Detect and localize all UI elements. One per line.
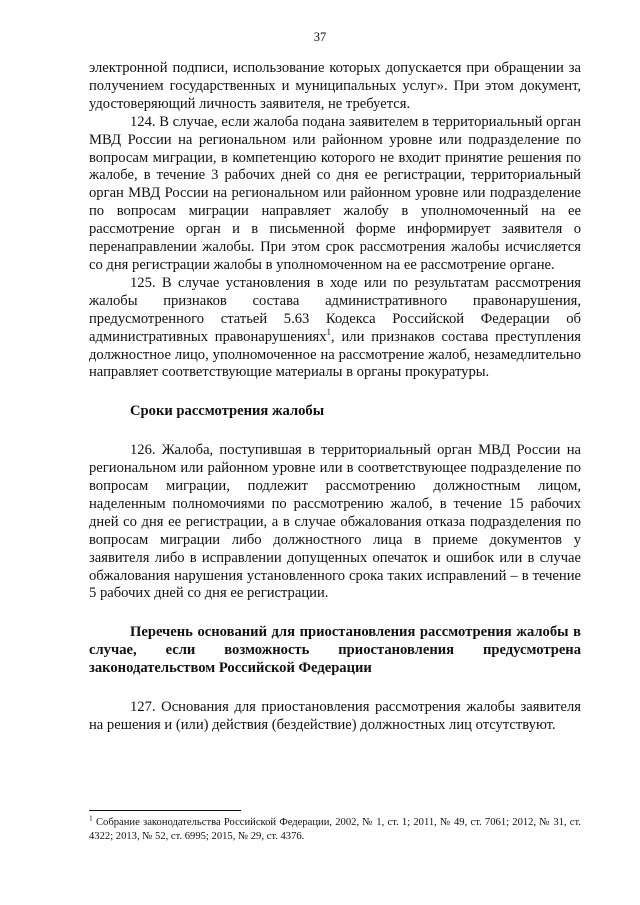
paragraph-continuation: электронной подписи, использование которых допускается при обращении за получением государственных и муниципальных услуг». При этом документ, удостоверяющий личность заявителя, не требуется. xyxy=(89,60,581,112)
footnote-separator xyxy=(89,810,241,811)
paragraph-125-part-a: 125. В случае установления в ходе или по результатам рассмотрения жалобы признаков состава административного правонарушения, предусмотренного статьей 5.63 Кодекса Российской Федерации об административных правонарушениях xyxy=(89,274,581,345)
footnote-marker: 1 xyxy=(89,813,93,823)
paragraph-124: 124. В случае, если жалоба подана заявителем в территориальный орган МВД России на региональном или районном уровне или подразделение по вопросам миграции, в компетенцию которого не входит принятие решения по жалобе, в течение 3 рабочих дней со дня ее регистрации, территориальный орган МВД России на региональном или районном уровне или подразделение по вопросам миграции направляет жалобу в уполномоченный на ее рассмотрение орган и в письменной форме информирует заявителя о перенаправлении жалобы. При этом срок рассмотрения жалобы исчисляется со дня регистрации жалобы в уполномоченном на ее рассмотрение органе. xyxy=(89,113,581,273)
section-heading-suspension-text: Перечень оснований для приостановления рассмотрения жалобы в случае, если возможность приостановления предусмотрена законодательством Российской Федерации xyxy=(89,624,581,677)
section-heading-deadlines: Сроки рассмотрения жалобы xyxy=(130,403,325,420)
paragraph-125 xyxy=(89,275,581,382)
paragraph-126: 126. Жалоба, поступившая в территориальный орган МВД России на региональном или районном уровне или в соответствующее подразделение по вопросам миграции, подлежит рассмотрению должностным лицом, наделенным полномочиями по рассмотрению жалоб, в течение 15 рабочих дней со дня ее регистрации, а в случае обжалования отказа подразделения по вопросам миграции либо должностного лица в приеме документов у заявителя либо в исправлении допущенных опечаток и ошибок или в случае обжалования нарушения установленного срока таких исправлений – в течение 5 рабочих дней со дня ее регистрации. xyxy=(89,442,581,602)
paragraph-125-part-b: , или признаков состава преступления должностное лицо, уполномоченное на рассмотрение жалоб, незамедлительно направляет соответствующие материалы в органы прокуратуры. xyxy=(89,328,581,381)
document-body xyxy=(89,60,581,735)
footnote xyxy=(89,813,581,844)
section-heading-suspension xyxy=(89,624,581,678)
footnote-text: Собрание законодательства Российской Федерации, 2002, № 1, ст. 1; 2011, № 49, ст. 7061; 2012, № 31, ст. 4322; 2013, № 52, ст. 6995; 2015, № 29, ст. 4376. xyxy=(89,817,581,842)
footnote-reference: 1 xyxy=(326,326,332,337)
paragraph-127: 127. Основания для приостановления рассмотрения жалобы заявителя на решения и (или) действия (бездействие) должностных лиц отсутствуют. xyxy=(89,699,581,733)
page-number: 37 xyxy=(313,30,327,44)
